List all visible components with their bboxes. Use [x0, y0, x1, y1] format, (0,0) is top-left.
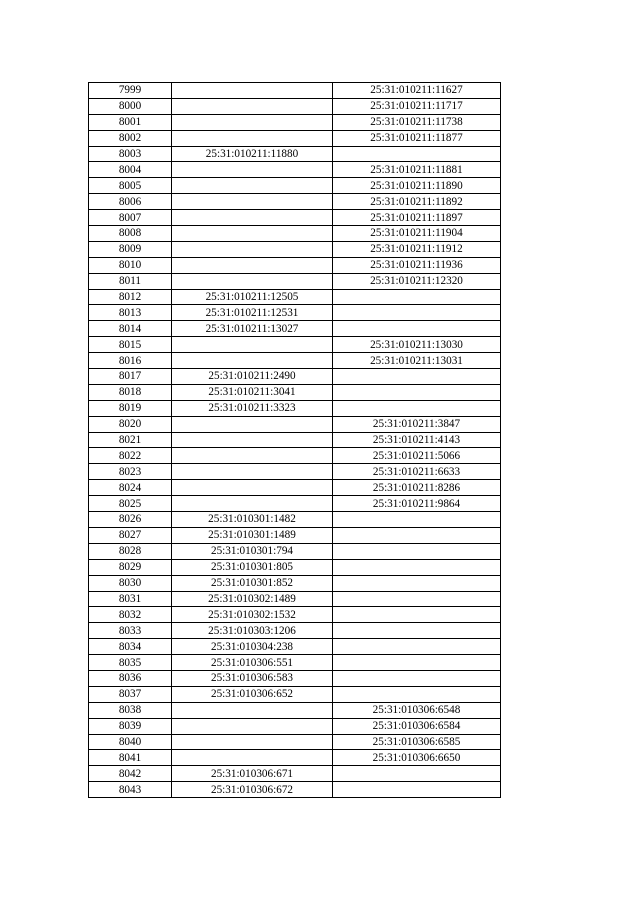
row-number-cell: 8020 — [89, 416, 172, 432]
cadastral-number-cell-column-3 — [333, 639, 501, 655]
cadastral-number-cell-column-3 — [333, 607, 501, 623]
row-number-cell: 8029 — [89, 559, 172, 575]
cadastral-number-cell-column-2: 25:31:010211:2490 — [172, 369, 333, 385]
table-row — [89, 575, 501, 591]
cadastral-number-cell-column-3 — [333, 623, 501, 639]
cadastral-number-cell-column-3 — [333, 400, 501, 416]
table-row — [89, 210, 501, 226]
cadastral-number-cell-column-3: 25:31:010211:12320 — [333, 273, 501, 289]
table-row — [89, 686, 501, 702]
cadastral-number-cell-column-3 — [333, 369, 501, 385]
row-number-cell: 8024 — [89, 480, 172, 496]
row-number-cell: 8016 — [89, 353, 172, 369]
cadastral-number-cell-column-2: 25:31:010211:12531 — [172, 305, 333, 321]
cadastral-number-cell-column-3: 25:31:010306:6585 — [333, 734, 501, 750]
cadastral-number-cell-column-2 — [172, 98, 333, 114]
cadastral-number-cell-column-2 — [172, 464, 333, 480]
cadastral-number-cell-column-3 — [333, 146, 501, 162]
table-row — [89, 623, 501, 639]
cadastral-number-cell-column-3: 25:31:010211:11904 — [333, 226, 501, 242]
row-number-cell: 8023 — [89, 464, 172, 480]
cadastral-number-cell-column-3 — [333, 655, 501, 671]
cadastral-number-cell-column-3: 25:31:010211:13030 — [333, 337, 501, 353]
cadastral-number-cell-column-2 — [172, 702, 333, 718]
row-number-cell: 8000 — [89, 98, 172, 114]
cadastral-number-cell-column-3: 25:31:010211:11717 — [333, 98, 501, 114]
cadastral-number-cell-column-3: 25:31:010211:11890 — [333, 178, 501, 194]
table-row — [89, 591, 501, 607]
table-row — [89, 98, 501, 114]
cadastral-number-cell-column-2 — [172, 416, 333, 432]
row-number-cell: 8032 — [89, 607, 172, 623]
table-row — [89, 559, 501, 575]
cadastral-number-cell-column-3 — [333, 670, 501, 686]
cadastral-number-cell-column-2: 25:31:010211:3041 — [172, 384, 333, 400]
row-number-cell: 8041 — [89, 750, 172, 766]
cadastral-number-cell-column-2: 25:31:010306:652 — [172, 686, 333, 702]
row-number-cell: 8034 — [89, 639, 172, 655]
row-number-cell: 8017 — [89, 369, 172, 385]
row-number-cell: 8035 — [89, 655, 172, 671]
cadastral-number-cell-column-3: 25:31:010306:6548 — [333, 702, 501, 718]
cadastral-number-cell-column-2: 25:31:010302:1532 — [172, 607, 333, 623]
cadastral-number-cell-column-2: 25:31:010306:672 — [172, 782, 333, 798]
cadastral-number-cell-column-3 — [333, 591, 501, 607]
table-row — [89, 114, 501, 130]
cadastral-number-cell-column-3: 25:31:010211:11881 — [333, 162, 501, 178]
table-row — [89, 512, 501, 528]
cadastral-number-cell-column-2 — [172, 353, 333, 369]
table-row — [89, 718, 501, 734]
table-row — [89, 607, 501, 623]
cadastral-number-cell-column-3: 25:31:010211:11897 — [333, 210, 501, 226]
cadastral-number-cell-column-2: 25:31:010306:551 — [172, 655, 333, 671]
cadastral-number-cell-column-2: 25:31:010303:1206 — [172, 623, 333, 639]
cadastral-number-cell-column-3: 25:31:010211:6633 — [333, 464, 501, 480]
table-row — [89, 273, 501, 289]
row-number-cell: 8012 — [89, 289, 172, 305]
row-number-cell: 8026 — [89, 512, 172, 528]
table-row — [89, 782, 501, 798]
row-number-cell: 8003 — [89, 146, 172, 162]
cadastral-number-cell-column-2 — [172, 750, 333, 766]
table-row — [89, 194, 501, 210]
cadastral-number-cell-column-3 — [333, 384, 501, 400]
cadastral-number-cell-column-3 — [333, 527, 501, 543]
row-number-cell: 8006 — [89, 194, 172, 210]
table-row — [89, 702, 501, 718]
row-number-cell: 8030 — [89, 575, 172, 591]
cadastral-number-cell-column-2 — [172, 480, 333, 496]
cadastral-number-cell-column-3: 25:31:010211:11936 — [333, 257, 501, 273]
cadastral-number-cell-column-3: 25:31:010211:3847 — [333, 416, 501, 432]
cadastral-number-cell-column-3: 25:31:010211:13031 — [333, 353, 501, 369]
row-number-cell: 7999 — [89, 83, 172, 99]
cadastral-number-cell-column-3 — [333, 321, 501, 337]
table-row — [89, 353, 501, 369]
row-number-cell: 8014 — [89, 321, 172, 337]
row-number-cell: 8038 — [89, 702, 172, 718]
table-row — [89, 655, 501, 671]
row-number-cell: 8009 — [89, 241, 172, 257]
row-number-cell: 8015 — [89, 337, 172, 353]
cadastral-number-cell-column-2 — [172, 194, 333, 210]
table-row — [89, 130, 501, 146]
row-number-cell: 8042 — [89, 766, 172, 782]
cadastral-number-cell-column-2 — [172, 210, 333, 226]
cadastral-number-cell-column-3 — [333, 782, 501, 798]
cadastral-number-cell-column-2: 25:31:010211:12505 — [172, 289, 333, 305]
row-number-cell: 8019 — [89, 400, 172, 416]
row-number-cell: 8040 — [89, 734, 172, 750]
cadastral-number-cell-column-2 — [172, 241, 333, 257]
table-row — [89, 321, 501, 337]
cadastral-number-cell-column-3: 25:31:010211:5066 — [333, 448, 501, 464]
cadastral-number-cell-column-3 — [333, 766, 501, 782]
row-number-cell: 8043 — [89, 782, 172, 798]
cadastral-number-cell-column-3: 25:31:010211:4143 — [333, 432, 501, 448]
row-number-cell: 8037 — [89, 686, 172, 702]
table-row — [89, 464, 501, 480]
table-row — [89, 178, 501, 194]
cadastral-number-cell-column-2: 25:31:010301:852 — [172, 575, 333, 591]
cadastral-number-cell-column-3 — [333, 543, 501, 559]
cadastral-number-cell-column-2 — [172, 226, 333, 242]
row-number-cell: 8013 — [89, 305, 172, 321]
cadastral-number-cell-column-3: 25:31:010211:11877 — [333, 130, 501, 146]
cadastral-number-cell-column-2 — [172, 130, 333, 146]
table-row — [89, 527, 501, 543]
table-row — [89, 83, 501, 99]
cadastral-number-cell-column-2 — [172, 337, 333, 353]
row-number-cell: 8036 — [89, 670, 172, 686]
cadastral-number-cell-column-2: 25:31:010301:805 — [172, 559, 333, 575]
cadastral-number-cell-column-2: 25:31:010304:238 — [172, 639, 333, 655]
row-number-cell: 8021 — [89, 432, 172, 448]
cadastral-number-cell-column-2: 25:31:010211:13027 — [172, 321, 333, 337]
row-number-cell: 8018 — [89, 384, 172, 400]
table-row — [89, 369, 501, 385]
table-row — [89, 766, 501, 782]
row-number-cell: 8031 — [89, 591, 172, 607]
cadastral-number-cell-column-3: 25:31:010211:11912 — [333, 241, 501, 257]
cadastral-number-cell-column-2 — [172, 178, 333, 194]
cadastral-number-cell-column-2 — [172, 114, 333, 130]
cadastral-number-table — [88, 82, 501, 798]
cadastral-number-cell-column-3: 25:31:010211:8286 — [333, 480, 501, 496]
cadastral-number-cell-column-2 — [172, 734, 333, 750]
table-row — [89, 305, 501, 321]
cadastral-number-cell-column-3 — [333, 559, 501, 575]
row-number-cell: 8005 — [89, 178, 172, 194]
table-row — [89, 670, 501, 686]
table-row — [89, 162, 501, 178]
cadastral-number-cell-column-2: 25:31:010211:3323 — [172, 400, 333, 416]
table-row — [89, 543, 501, 559]
cadastral-number-cell-column-3: 25:31:010306:6584 — [333, 718, 501, 734]
table-row — [89, 480, 501, 496]
table-row — [89, 750, 501, 766]
cadastral-number-cell-column-2 — [172, 718, 333, 734]
row-number-cell: 8001 — [89, 114, 172, 130]
row-number-cell: 8010 — [89, 257, 172, 273]
cadastral-number-cell-column-3 — [333, 512, 501, 528]
cadastral-number-cell-column-2: 25:31:010301:1482 — [172, 512, 333, 528]
row-number-cell: 8011 — [89, 273, 172, 289]
cadastral-number-cell-column-3: 25:31:010211:9864 — [333, 496, 501, 512]
row-number-cell: 8007 — [89, 210, 172, 226]
table-body — [89, 83, 501, 798]
cadastral-number-cell-column-3 — [333, 305, 501, 321]
row-number-cell: 8008 — [89, 226, 172, 242]
cadastral-number-cell-column-2: 25:31:010306:583 — [172, 670, 333, 686]
table-row — [89, 416, 501, 432]
cadastral-number-cell-column-3: 25:31:010211:11738 — [333, 114, 501, 130]
table-row — [89, 257, 501, 273]
table-row — [89, 146, 501, 162]
table-row — [89, 400, 501, 416]
cadastral-number-cell-column-3 — [333, 575, 501, 591]
table-row — [89, 448, 501, 464]
row-number-cell: 8025 — [89, 496, 172, 512]
row-number-cell: 8033 — [89, 623, 172, 639]
row-number-cell: 8028 — [89, 543, 172, 559]
cadastral-number-cell-column-2 — [172, 83, 333, 99]
table-row — [89, 289, 501, 305]
cadastral-number-cell-column-2: 25:31:010211:11880 — [172, 146, 333, 162]
cadastral-number-cell-column-2 — [172, 448, 333, 464]
row-number-cell: 8002 — [89, 130, 172, 146]
cadastral-number-cell-column-2 — [172, 162, 333, 178]
cadastral-number-cell-column-2: 25:31:010302:1489 — [172, 591, 333, 607]
table-row — [89, 734, 501, 750]
row-number-cell: 8004 — [89, 162, 172, 178]
row-number-cell: 8022 — [89, 448, 172, 464]
table-row — [89, 496, 501, 512]
table-row — [89, 384, 501, 400]
cadastral-number-cell-column-2 — [172, 432, 333, 448]
cadastral-number-cell-column-2 — [172, 496, 333, 512]
table-row — [89, 226, 501, 242]
table-row — [89, 241, 501, 257]
row-number-cell: 8039 — [89, 718, 172, 734]
cadastral-number-cell-column-3 — [333, 289, 501, 305]
cadastral-number-cell-column-3: 25:31:010211:11627 — [333, 83, 501, 99]
cadastral-number-cell-column-3: 25:31:010306:6650 — [333, 750, 501, 766]
table-row — [89, 432, 501, 448]
cadastral-number-cell-column-2 — [172, 273, 333, 289]
cadastral-number-cell-column-2: 25:31:010301:794 — [172, 543, 333, 559]
cadastral-number-cell-column-3 — [333, 686, 501, 702]
table-row — [89, 639, 501, 655]
row-number-cell: 8027 — [89, 527, 172, 543]
cadastral-number-cell-column-3: 25:31:010211:11892 — [333, 194, 501, 210]
cadastral-number-cell-column-2: 25:31:010301:1489 — [172, 527, 333, 543]
cadastral-number-cell-column-2 — [172, 257, 333, 273]
table-row — [89, 337, 501, 353]
cadastral-number-cell-column-2: 25:31:010306:671 — [172, 766, 333, 782]
